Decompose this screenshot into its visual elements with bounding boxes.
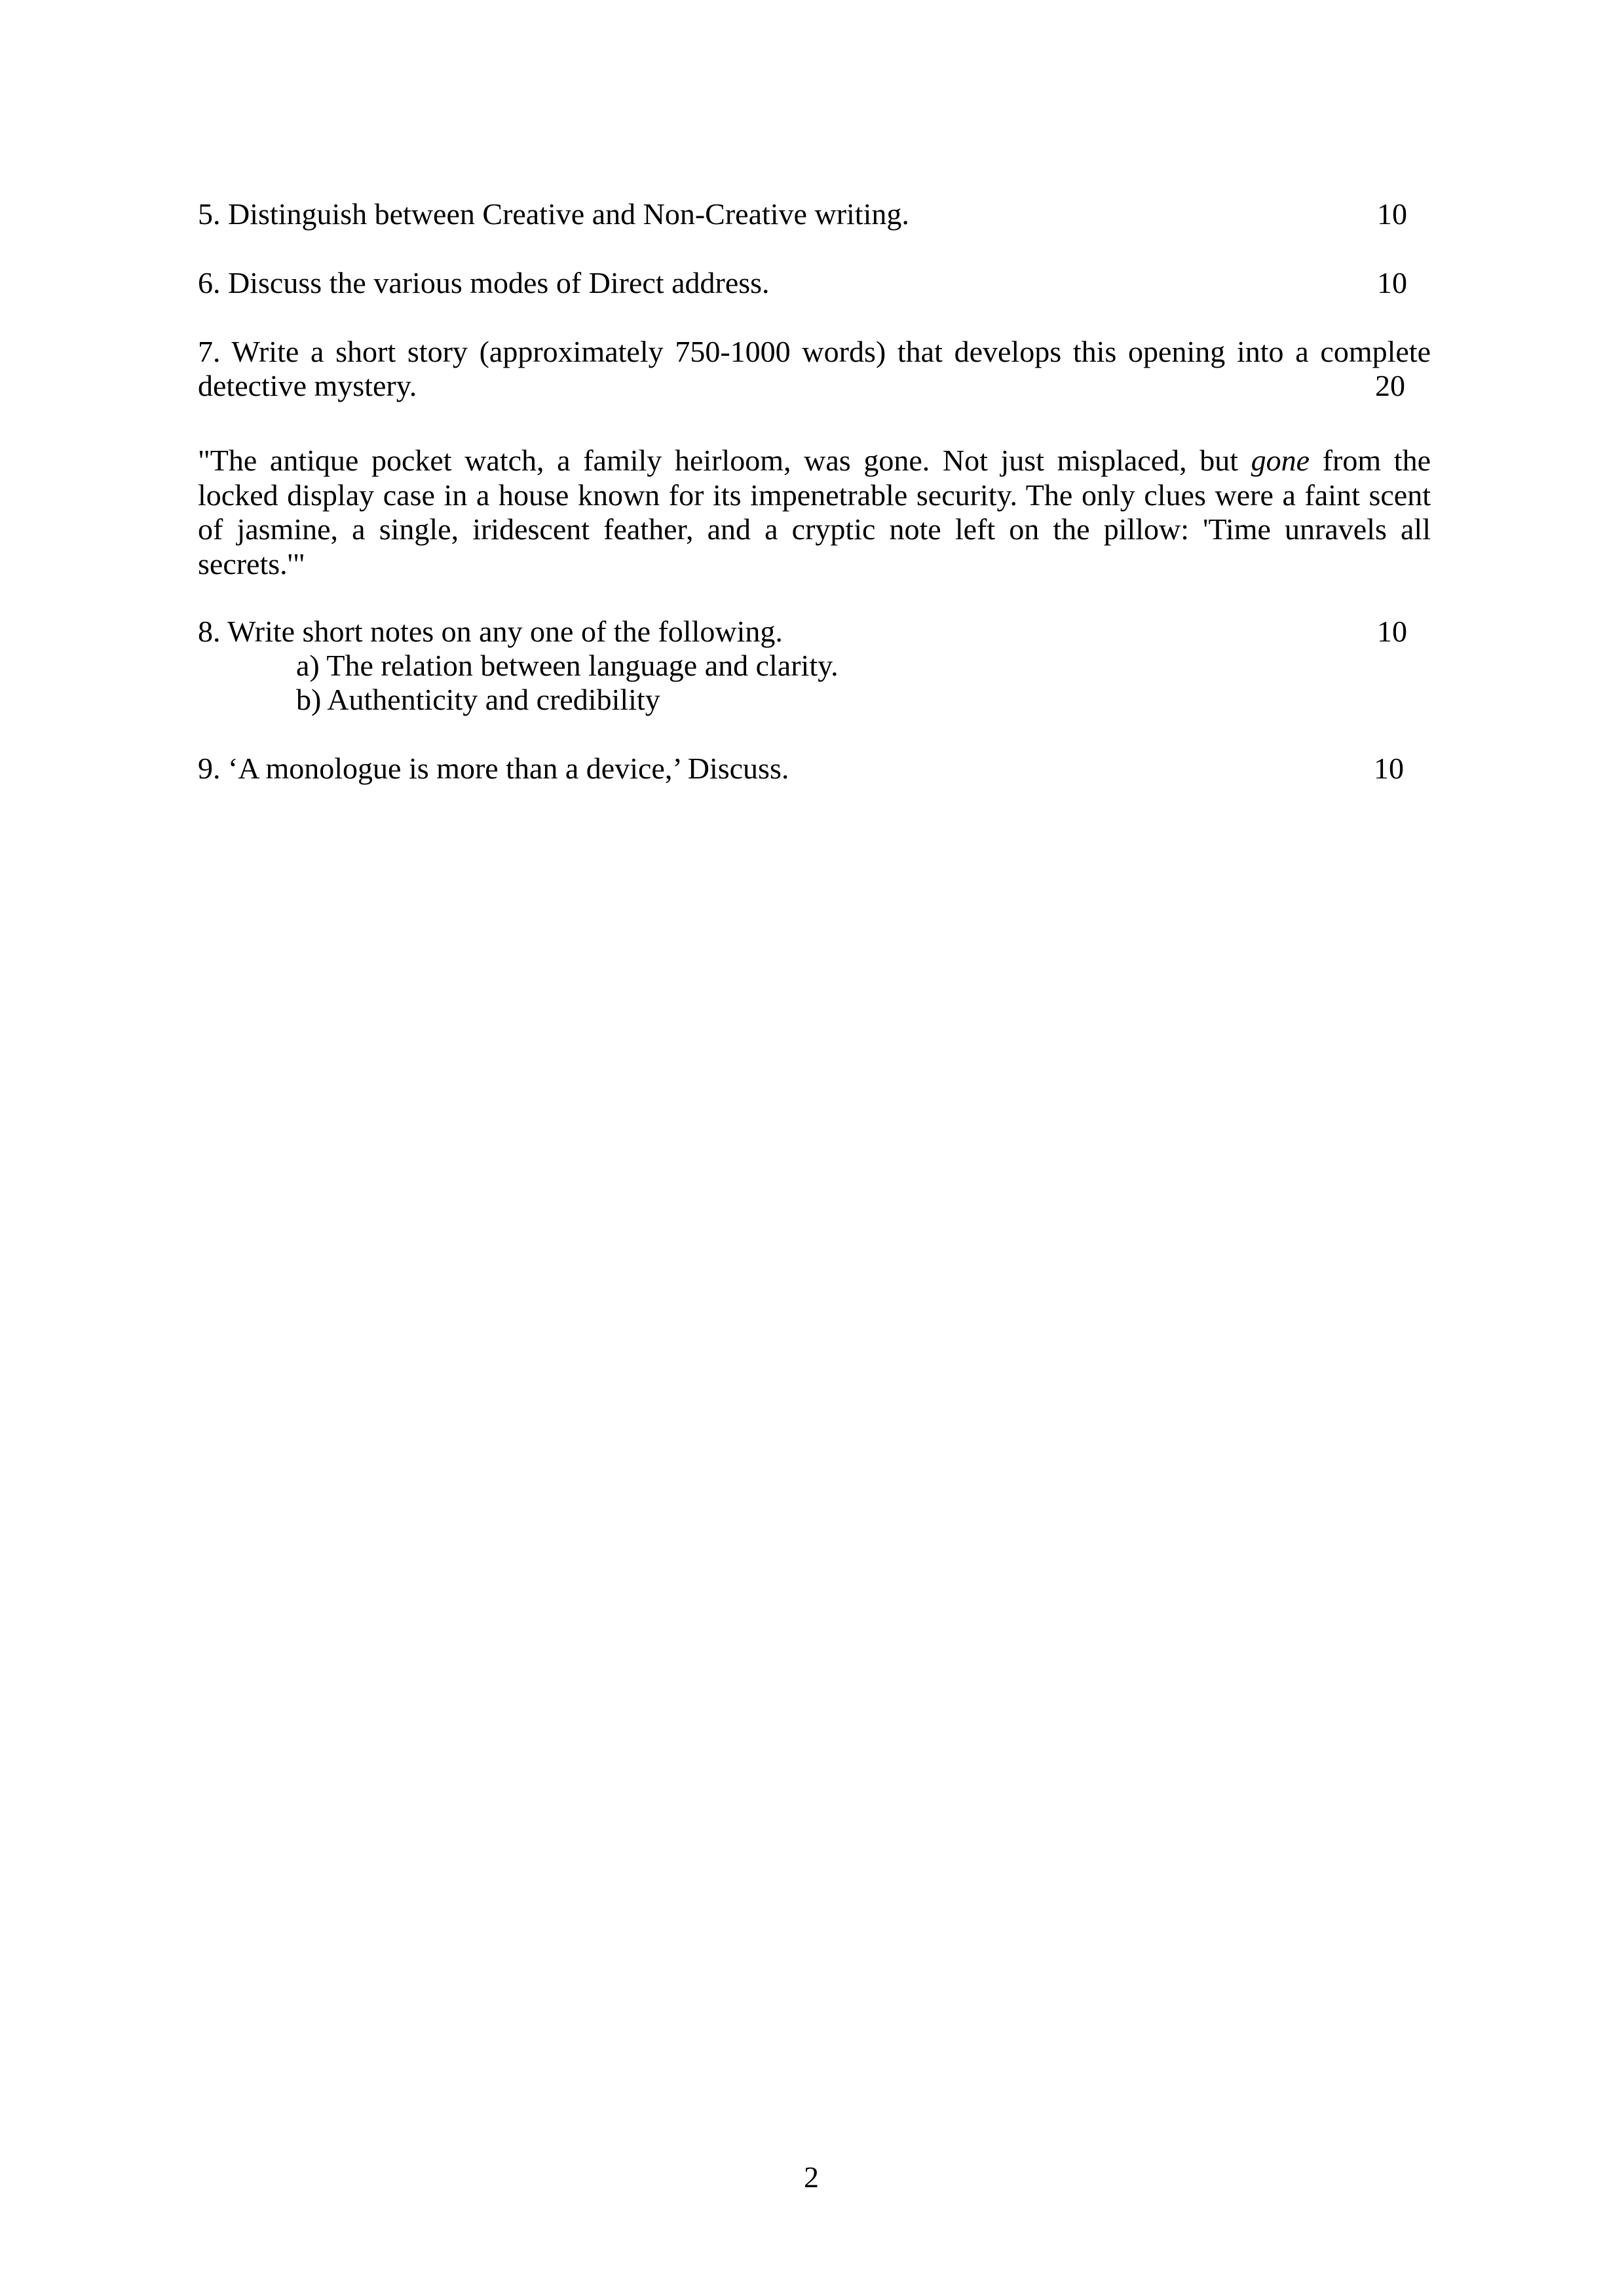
question-6-marks: 10 bbox=[1377, 266, 1407, 299]
question-9: 9. ‘A monologue is more than a device,’ Discuss. bbox=[198, 752, 789, 785]
question-8-marks: 10 bbox=[1377, 615, 1407, 648]
question-8: 8. Write short notes on any one of the following. bbox=[198, 615, 783, 648]
question-7-line-2: detective mystery. bbox=[198, 369, 417, 402]
question-7-line-1: 7. Write a short story (approximately 750-1000 words) that develops this opening into a complete bbox=[198, 335, 1431, 368]
question-8-option-b: b) Authenticity and credibility bbox=[296, 683, 660, 716]
passage-text-part-1: "The antique pocket watch, a family heirloom, was gone. Not just misplaced, but bbox=[198, 444, 1251, 477]
question-7-passage bbox=[198, 444, 1431, 581]
question-8-option-a: a) The relation between language and clarity. bbox=[296, 649, 839, 682]
question-7-marks: 20 bbox=[1375, 369, 1405, 402]
page-number: 2 bbox=[804, 2160, 819, 2194]
passage-text-part-2: from the locked display case in a house known for its impenetrable security. The only clues were a faint scent of jasmine, a single, iridescent feather, and a cryptic note left on the pillow: 'Time unravels all secrets.'" bbox=[198, 444, 1431, 581]
question-9-marks: 10 bbox=[1374, 752, 1404, 785]
question-5-marks: 10 bbox=[1377, 197, 1407, 231]
question-5: 5. Distinguish between Creative and Non-Creative writing. bbox=[198, 197, 909, 231]
passage-emphasis: gone bbox=[1251, 444, 1310, 477]
question-6: 6. Discuss the various modes of Direct address. bbox=[198, 266, 770, 299]
